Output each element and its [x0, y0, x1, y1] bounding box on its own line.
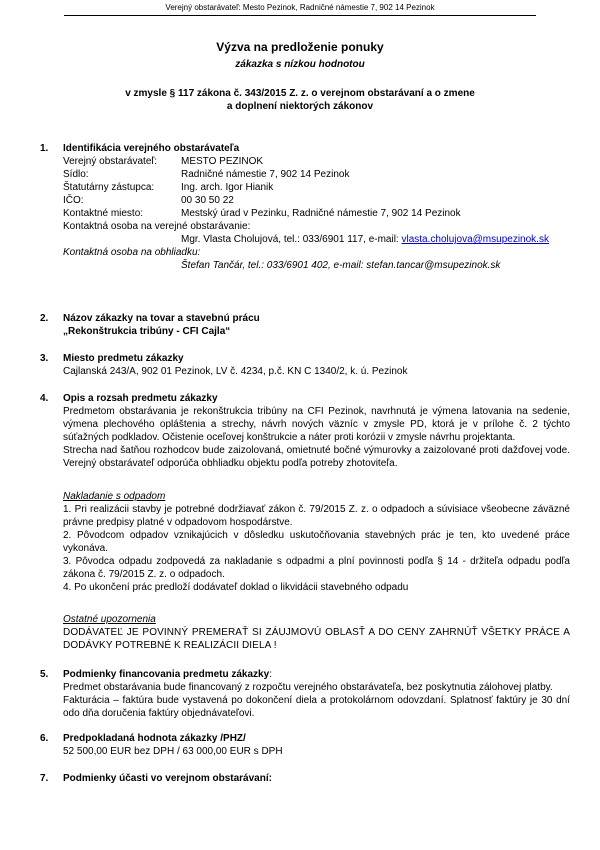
section-7 [40, 772, 570, 785]
header-text: Verejný obstarávateľ: Mesto Pezinok, Radničné námestie 7, 902 14 Pezinok [165, 3, 435, 12]
document-title: Výzva na predloženie ponuky [216, 40, 384, 55]
section-heading: Identifikácia verejného obstarávateľa [63, 143, 240, 154]
waste-item-2: 2. Pôvodcom odpadov vznikajúcich v dôsledku uskutočňovania stavebných prác je ten, kto uvedené práce vykonáva. [63, 530, 570, 554]
section-number: 3. [40, 353, 49, 364]
contract-name: „Rekonštrukcia tribúny - CFI Cajla“ [63, 326, 231, 337]
section-2 [40, 312, 570, 338]
section-1 [40, 142, 570, 272]
contact-person-label: Kontaktná osoba na verejné obstarávanie: [63, 221, 251, 232]
value-authority: MESTO PEZINOK [181, 156, 264, 167]
section-4 [40, 392, 570, 652]
waste-item-3: 3. Pôvodca odpadu zodpovedá za nakladanie s odpadmi a plní povinnosti podľa § 14 - držiteľa odpadu podľa zákona č. 79/2015 Z. z. o odpadoch. [63, 556, 570, 580]
section-number: 1. [40, 143, 49, 154]
contact-person-value: Mgr. Vlasta Cholujová, tel.: 033/6901 117, e-mail: [181, 234, 402, 245]
document-body [40, 142, 570, 785]
other-notices-heading: Ostatné upozornenia [63, 614, 156, 625]
contact-person-line [63, 233, 570, 246]
description-paragraph-1: Predmetom obstarávania je rekonštrukcia tribúny na CFI Pezinok, navrhnutá je výmena latovania na sedenie, výmena plechového opláštenia a strechy, návrh nových väzníc v zmysle PD, ktorá je v prílohe č. 2 týchto súťažných podkladov. Očistenie oceľovej konštrukcie a náter proti korózii v zmysle návrhu projektanta. [63, 406, 570, 443]
section-heading: Podmienky financovania predmetu zákazky [63, 669, 270, 680]
section-heading: Podmienky účasti vo verejnom obstarávaní: [63, 773, 272, 784]
section-heading-line [63, 668, 570, 681]
estimated-value: 52 500,00 EUR bez DPH / 63 000,00 EUR s DPH [63, 746, 283, 757]
document-subtitle: zákazka s nízkou hodnotou [235, 58, 365, 70]
visit-contact-value: Štefan Tančár, tel.: 033/6901 402, e-mail: stefan.tancar@msupezinok.sk [181, 260, 501, 271]
waste-item-4: 4. Po ukončení prác predloží dodávateľ doklad o likvidácii stavebného odpadu [63, 582, 409, 593]
visit-contact-label: Kontaktná osoba na obhliadku: [63, 247, 201, 258]
contracting-authority-table [63, 155, 570, 220]
label-representative: Štatutárny zástupca: [63, 182, 155, 193]
title-block [0, 40, 600, 113]
value-contact-place: Mestský úrad v Pezinku, Radničné námestie 7, 902 14 Pezinok [181, 208, 461, 219]
value-representative: Ing. arch. Igor Hianik [181, 182, 274, 193]
section-heading: Predpokladaná hodnota zákazky /PHZ/ [63, 733, 246, 744]
section-number: 2. [40, 313, 49, 324]
contact-email-link[interactable]: vlasta.cholujova@msupezinok.sk [401, 234, 549, 245]
other-notices-text: DODÁVATEĽ JE POVINNÝ PREMERAŤ SI ZÁUJMOVÚ OBLASŤ A DO CENY ZAHRNÚŤ VŠETKY PRÁCE A DODÁVKY POTREBNÉ K REALIZÁCII DIELA ! [63, 627, 570, 651]
label-contact-place: Kontaktné miesto: [63, 208, 144, 219]
label-seat: Sídlo: [63, 169, 89, 180]
value-seat: Radničné námestie 7, 902 14 Pezinok [181, 169, 350, 180]
section-heading-suffix: : [269, 669, 272, 680]
financing-line-1: Predmet obstarávania bude financovaný z rozpočtu verejného obstarávateľa, bez poskytnutia zálohovej platby. [63, 682, 553, 693]
section-heading: Opis a rozsah predmetu zákazky [63, 393, 218, 404]
value-ico: 00 30 50 22 [181, 195, 234, 206]
label-authority: Verejný obstarávateľ: [63, 156, 158, 167]
section-number: 5. [40, 669, 49, 680]
waste-item-1: 1. Pri realizácii stavby je potrebné dodržiavať zákon č. 79/2015 Z. z. o odpadoch a súvisiace všeobecne záväzné právne predpisy platné v odpadovom hospodárstve. [63, 504, 570, 528]
section-number: 7. [40, 773, 49, 784]
page-header [64, 0, 536, 16]
section-heading: Názov zákazky na tovar a stavebnú prácu [63, 313, 260, 324]
waste-heading: Nakladanie s odpadom [63, 491, 166, 502]
description-paragraph-2: Strecha nad šatňou rozhodcov bude zaizolovaná, omietnuté bočné výmurovky a zaizolované proti dažďovej vode. Verejný obstarávateľ odporúča obhliadku objektu podľa potreby zhotoviteľa. [63, 445, 570, 469]
section-number: 6. [40, 733, 49, 744]
location-text: Cajlanská 243/A, 902 01 Pezinok, LV č. 4234, p.č. KN C 1340/2, k. ú. Pezinok [63, 366, 408, 377]
section-3 [40, 352, 570, 378]
financing-line-2: Fakturácia – faktúra bude vystavená po dokončení diela a protokolárnom odovzdaní. Splatnosť faktúry je 30 dní odo dňa doručenia faktúry objednávateľovi. [63, 695, 570, 719]
section-heading: Miesto predmetu zákazky [63, 353, 184, 364]
section-number: 4. [40, 393, 49, 404]
section-5 [40, 668, 570, 720]
law-reference-line2: a doplnení niektorých zákonov [226, 100, 374, 112]
section-6 [40, 732, 570, 758]
label-ico: IČO: [63, 195, 84, 206]
law-reference-line1: v zmysle § 117 zákona č. 343/2015 Z. z. o verejnom obstarávaní a o zmene [125, 87, 475, 99]
